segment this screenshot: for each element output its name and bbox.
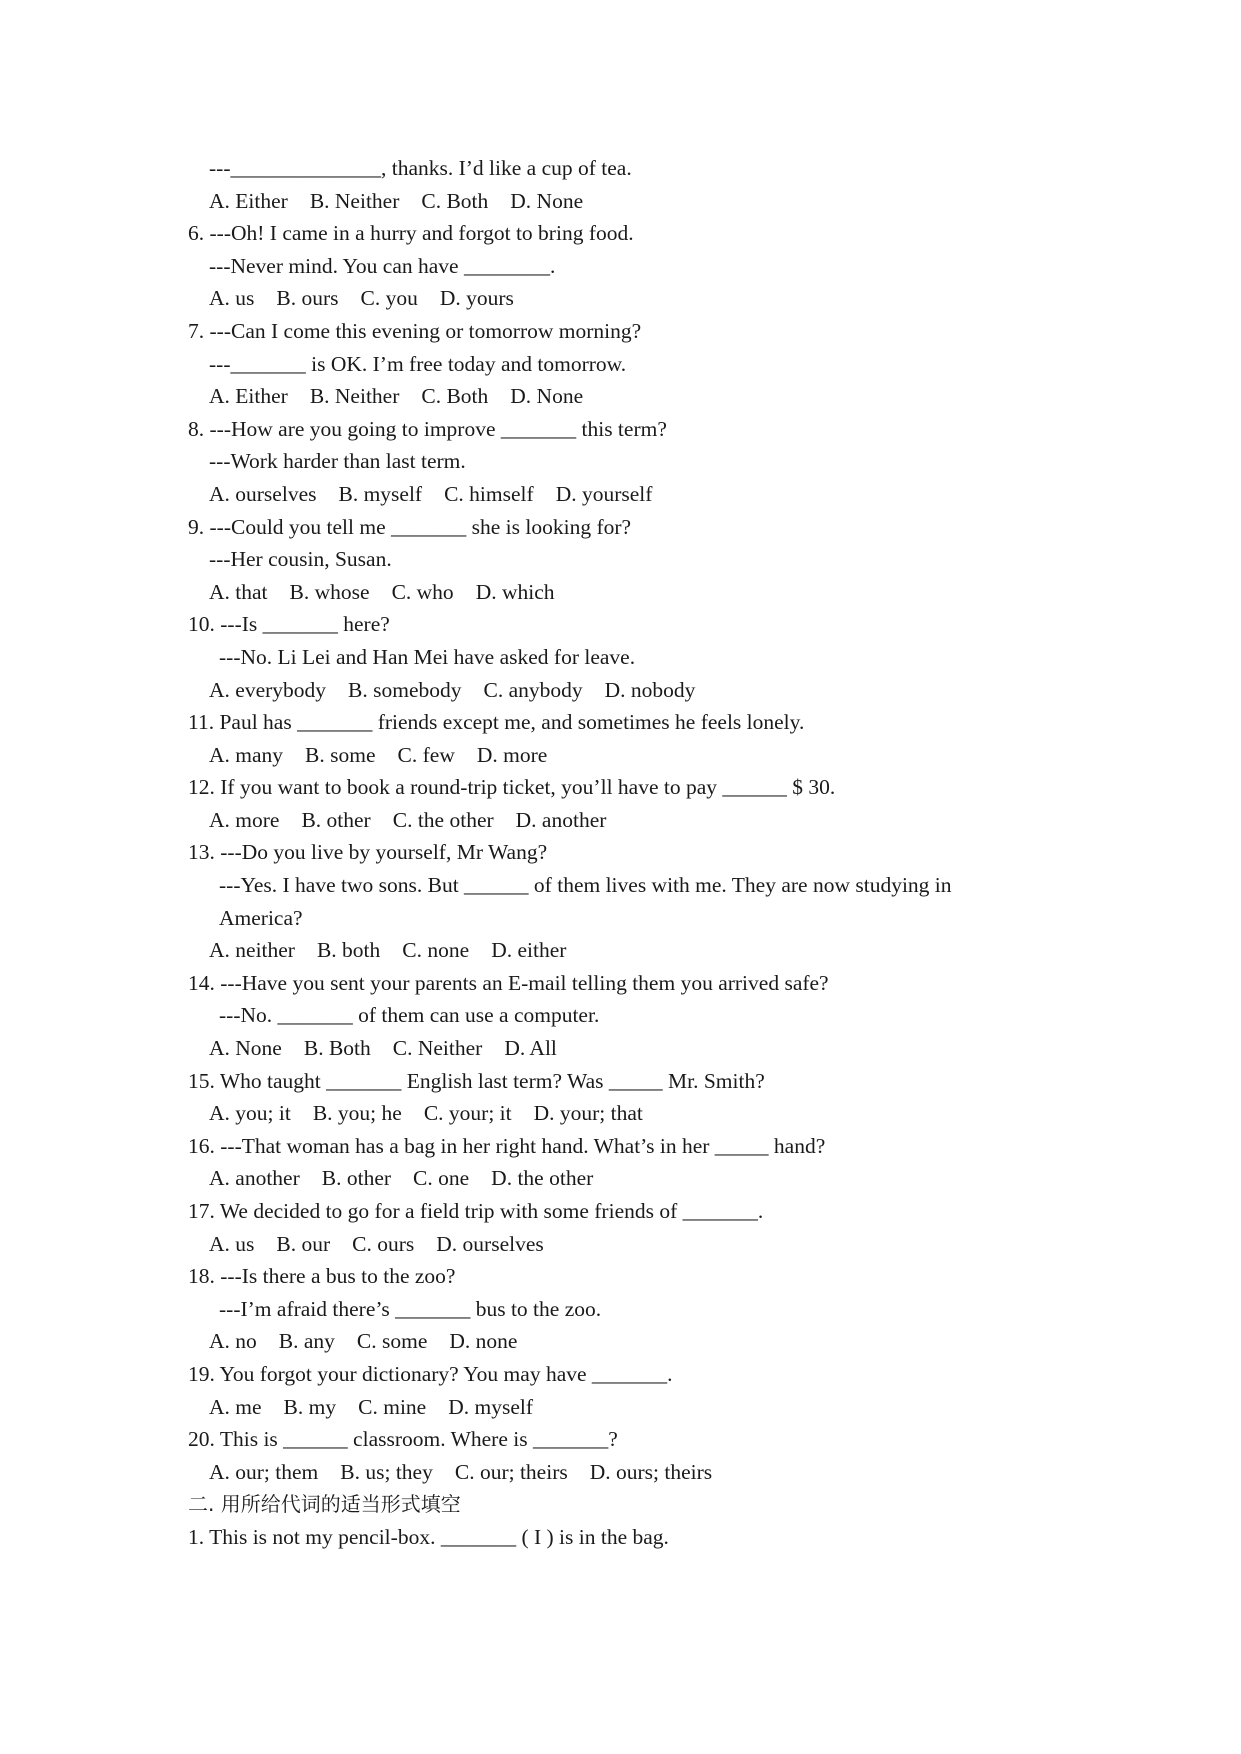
question-line: 15. Who taught _______ English last term? Was _____ Mr. Smith? bbox=[188, 1068, 765, 1093]
question-line: 20. This is ______ classroom. Where is _______? bbox=[188, 1427, 618, 1452]
answer-option: D. your; that bbox=[533, 1101, 643, 1126]
answer-options bbox=[188, 934, 1088, 967]
answer-option: C. your; it bbox=[423, 1101, 512, 1126]
answer-options bbox=[188, 804, 1088, 837]
question-line: 14. ---Have you sent your parents an E-mail telling them you arrived safe? bbox=[188, 970, 829, 995]
answer-option: B. some bbox=[305, 742, 376, 767]
answer-options bbox=[188, 1162, 1088, 1195]
answer-option: B. you; he bbox=[312, 1101, 402, 1126]
answer-option: D. nobody bbox=[604, 677, 696, 702]
answer-option: D. another bbox=[515, 807, 607, 832]
question-line: ---Yes. I have two sons. But ______ of them lives with me. They are now studying in bbox=[219, 873, 952, 898]
answer-options bbox=[188, 282, 1088, 315]
answer-option: C. none bbox=[402, 938, 470, 963]
answer-option: A. you; it bbox=[209, 1101, 291, 1126]
answer-option: D. yours bbox=[439, 286, 514, 311]
answer-option: C. mine bbox=[358, 1394, 427, 1419]
answer-option: B. Neither bbox=[309, 384, 400, 409]
answer-option: A. more bbox=[209, 807, 280, 832]
question-line: 10. ---Is _______ here? bbox=[188, 612, 390, 637]
question-line: ---_______ is OK. I’m free today and tomorrow. bbox=[209, 351, 627, 376]
answer-option: A. many bbox=[209, 742, 284, 767]
answer-option: C. who bbox=[391, 579, 454, 604]
answer-option: D. None bbox=[510, 188, 584, 213]
answer-options bbox=[188, 1228, 1088, 1261]
answer-option: B. myself bbox=[338, 481, 423, 506]
answer-option: A. us bbox=[209, 1231, 255, 1256]
answer-option: B. both bbox=[316, 938, 381, 963]
question-line: 17. We decided to go for a field trip with some friends of _______. bbox=[188, 1199, 764, 1223]
question-line: 9. ---Could you tell me _______ she is looking for? bbox=[188, 514, 632, 539]
answer-options bbox=[188, 380, 1088, 413]
question-line: ---No. _______ of them can use a computer. bbox=[219, 1003, 600, 1028]
answer-option: D. ourselves bbox=[436, 1231, 544, 1256]
question-line: ---Never mind. You can have ________. bbox=[209, 253, 556, 278]
answer-option: C. Both bbox=[421, 384, 489, 409]
answer-option: D. none bbox=[449, 1329, 518, 1354]
answer-options bbox=[188, 1456, 1088, 1489]
answer-option: B. Neither bbox=[309, 188, 400, 213]
answer-option: B. ours bbox=[276, 286, 339, 311]
answer-option: D. the other bbox=[491, 1166, 594, 1191]
answer-option: A. no bbox=[209, 1329, 257, 1354]
answer-option: B. my bbox=[283, 1394, 337, 1419]
question-line: ---I’m afraid there’s _______ bus to the zoo. bbox=[219, 1296, 602, 1321]
answer-option: D. which bbox=[475, 579, 555, 604]
answer-options bbox=[188, 478, 1088, 511]
question-line: 18. ---Is there a bus to the zoo? bbox=[188, 1264, 456, 1289]
question-line: ---Work harder than last term. bbox=[209, 449, 466, 474]
answer-option: A. that bbox=[209, 579, 268, 604]
answer-option: A. None bbox=[209, 1036, 282, 1061]
answer-option: C. few bbox=[397, 742, 455, 767]
question-line: 13. ---Do you live by yourself, Mr Wang? bbox=[188, 840, 548, 865]
question-line: America? bbox=[219, 905, 303, 930]
answer-option: D. ours; theirs bbox=[589, 1459, 713, 1484]
answer-option: C. anybody bbox=[483, 677, 583, 702]
answer-option: C. one bbox=[413, 1166, 470, 1191]
answer-option: A. our; them bbox=[209, 1459, 319, 1484]
question-line: 16. ---That woman has a bag in her right hand. What’s in her _____ hand? bbox=[188, 1133, 826, 1158]
question-line: 1. This is not my pencil-box. _______ ( I ) is in the bag. bbox=[188, 1524, 669, 1549]
answer-option: D. All bbox=[504, 1036, 557, 1061]
answer-option: C. Both bbox=[421, 188, 489, 213]
question-line: ---______________, thanks. I’d like a cup of tea. bbox=[209, 156, 632, 180]
answer-option: C. the other bbox=[392, 807, 494, 832]
answer-options bbox=[188, 1097, 1088, 1130]
answer-option: A. another bbox=[209, 1166, 300, 1191]
answer-option: A. us bbox=[209, 286, 255, 311]
answer-option: A. ourselves bbox=[209, 481, 317, 506]
answer-option: A. Either bbox=[209, 188, 288, 213]
answer-option: D. myself bbox=[448, 1394, 534, 1419]
question-line: 11. Paul has _______ friends except me, and sometimes he feels lonely. bbox=[188, 710, 805, 735]
answer-option: B. other bbox=[321, 1166, 392, 1191]
answer-option: D. yourself bbox=[555, 481, 653, 506]
section-heading: 二. 用所给代词的适当形式填空 bbox=[188, 1492, 461, 1517]
answer-option: A. everybody bbox=[209, 677, 327, 702]
answer-option: D. either bbox=[491, 938, 567, 963]
answer-option: B. us; they bbox=[340, 1459, 433, 1484]
answer-option: B. any bbox=[278, 1329, 335, 1354]
answer-options bbox=[188, 739, 1088, 772]
question-line: 8. ---How are you going to improve _______ this term? bbox=[188, 416, 667, 441]
answer-option: D. None bbox=[510, 384, 584, 409]
answer-options bbox=[188, 1325, 1088, 1358]
question-line: 7. ---Can I come this evening or tomorrow morning? bbox=[188, 318, 642, 343]
question-line: 6. ---Oh! I came in a hurry and forgot to bring food. bbox=[188, 221, 634, 246]
answer-options bbox=[188, 576, 1088, 609]
answer-option: B. our bbox=[276, 1231, 331, 1256]
answer-option: A. neither bbox=[209, 938, 295, 963]
question-line: ---Her cousin, Susan. bbox=[209, 547, 392, 572]
answer-option: C. himself bbox=[444, 481, 534, 506]
answer-option: C. our; theirs bbox=[454, 1459, 568, 1484]
answer-option: B. Both bbox=[303, 1036, 371, 1061]
answer-option: D. more bbox=[476, 742, 548, 767]
answer-options bbox=[188, 1391, 1088, 1424]
answer-options bbox=[188, 674, 1088, 707]
answer-option: C. you bbox=[360, 286, 418, 311]
answer-option: C. ours bbox=[352, 1231, 415, 1256]
answer-option: C. some bbox=[356, 1329, 428, 1354]
worksheet-content bbox=[188, 152, 1088, 1554]
answer-options bbox=[188, 1032, 1088, 1065]
question-line: ---No. Li Lei and Han Mei have asked for leave. bbox=[219, 644, 636, 669]
answer-option: C. Neither bbox=[392, 1036, 483, 1061]
answer-option: A. me bbox=[209, 1394, 262, 1419]
answer-option: A. Either bbox=[209, 384, 288, 409]
answer-options bbox=[188, 185, 1088, 218]
answer-option: B. other bbox=[301, 807, 371, 832]
answer-option: B. whose bbox=[289, 579, 370, 604]
answer-option: B. somebody bbox=[348, 677, 462, 702]
question-line: 12. If you want to book a round-trip ticket, you’ll have to pay ______ $ 30. bbox=[188, 775, 836, 800]
question-line: 19. You forgot your dictionary? You may have _______. bbox=[188, 1361, 673, 1386]
